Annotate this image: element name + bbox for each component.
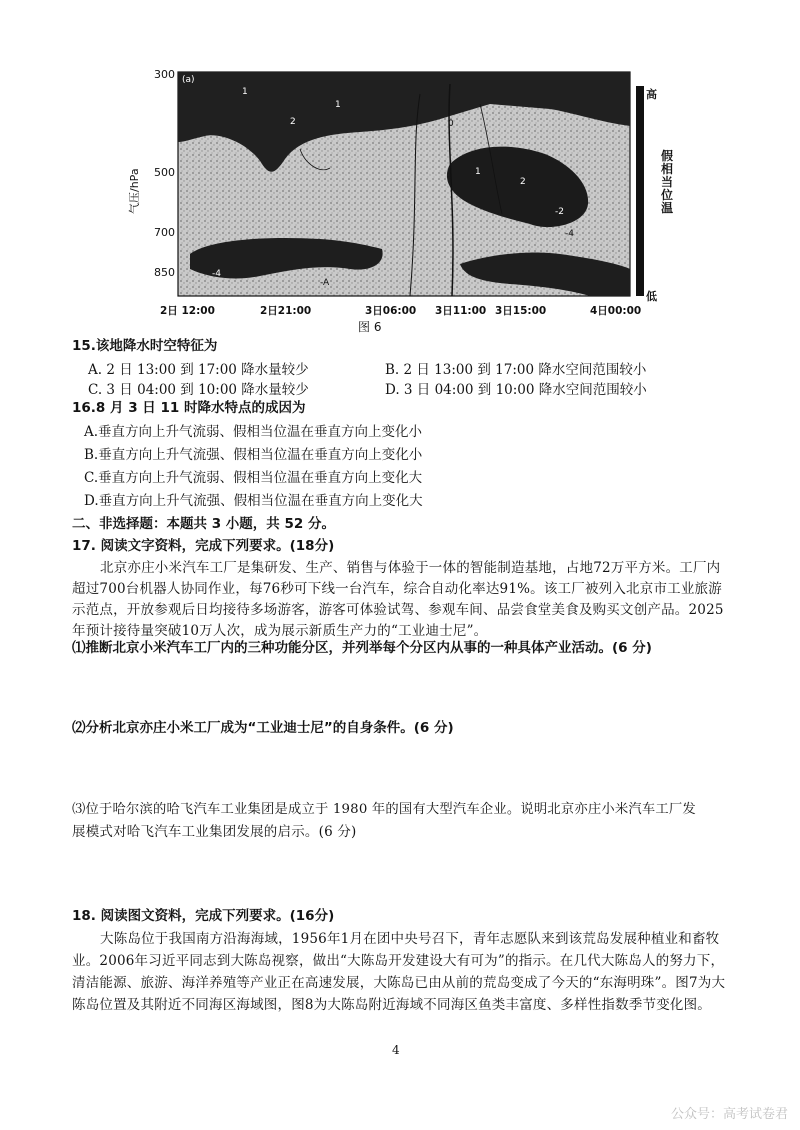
figure-6: [128, 64, 670, 334]
x-tick: 2日 12:00: [160, 305, 215, 317]
q17-sub3-line1: ⑶位于哈尔滨的哈飞汽车工业集团是成立于 1980 年的国有大型汽车企业。说明北京亦庄小米汽车工厂发: [72, 802, 696, 817]
x-tick: 3日06:00: [365, 305, 417, 317]
q16-option-c[interactable]: C.垂直方向上升气流弱、假相当位温在垂直方向上变化大: [84, 470, 423, 486]
watermark-text: 公众号：高考试卷君: [670, 1107, 788, 1122]
q16-stem: 16.8 月 3 日 11 时降水特点的成因为: [72, 400, 306, 416]
q17-sub2: ⑵分析北京亦庄小米工厂成为“工业迪士尼”的自身条件。(6 分): [72, 720, 454, 736]
page-number: 4: [392, 1043, 400, 1057]
colorbar: [636, 86, 644, 296]
x-tick: 3日11:00: [435, 305, 487, 317]
figure-caption: 图 6: [358, 320, 382, 334]
marker-label: -2: [555, 207, 564, 217]
q17-sub3-line2: 展模式对哈飞汽车工业集团发展的启示。(6 分): [72, 824, 357, 840]
q17-title: 17. 阅读文字资料，完成下列要求。(18分): [72, 538, 335, 554]
q16-option-d[interactable]: D.垂直方向上升气流强、假相当位温在垂直方向上变化大: [84, 493, 423, 509]
x-tick: 3日15:00: [495, 305, 547, 317]
marker-label: -A: [320, 278, 330, 288]
y-tick: 700: [154, 226, 175, 239]
marker-label: 2: [520, 177, 526, 187]
q16-option-b[interactable]: B.垂直方向上升气流强、假相当位温在垂直方向上变化小: [84, 447, 423, 463]
marker-label: 1: [475, 167, 481, 177]
x-tick: 2日21:00: [260, 305, 312, 317]
colorbar-high: 高: [646, 88, 657, 101]
marker-label: -4: [212, 269, 221, 279]
q16-option-a[interactable]: A.垂直方向上升气流弱、假相当位温在垂直方向上变化小: [84, 424, 423, 440]
y-tick: 300: [154, 68, 175, 81]
panel-tag: (a): [182, 75, 195, 85]
marker-label: 2: [290, 117, 296, 127]
q15-stem: 15.该地降水时空特征为: [72, 338, 218, 354]
y-axis-title: 气压/hPa: [128, 168, 141, 214]
marker-label: 1: [242, 87, 248, 97]
q15-option-d[interactable]: D. 3 日 04:00 到 10:00 降水空间范围较小: [385, 382, 647, 398]
y-tick: 500: [154, 166, 175, 179]
marker-label: -4: [565, 229, 574, 239]
q17-passage: 北京亦庄小米汽车工厂是集研发、生产、销售与体验于一体的智能制造基地，占地72万平方米。工厂内超过700台机器人协同作业，每76秒可下线一台汽车，综合自动化率达91%。该工厂被列入北京市工业旅游示范点，开放参观后日均接待多场游客，游客可体验试驾、参观车间、品尝食堂美食及购买文创产品。2025年预计接待量突破10万人次，成为展示新质生产力的“工业迪士尼”。: [72, 560, 724, 639]
q15-option-b[interactable]: B. 2 日 13:00 到 17:00 降水空间范围较小: [385, 362, 647, 378]
q18-title: 18. 阅读图文资料，完成下列要求。(16分): [72, 908, 335, 924]
q18-passage: 大陈岛位于我国南方沿海海域，1956年1月在团中央号召下，青年志愿队来到该荒岛发展种植业和畜牧业。2006年习近平同志到大陈岛视察，做出“大陈岛开发建设大有可为”的指示。在几代大陈岛人的努力下，清洁能源、旅游、海洋养殖等产业正在高速发展，大陈岛已由从前的荒岛变成了今天的“东海明珠”。图7为大陈岛位置及其附近不同海区海域图，图8为大陈岛附近海域不同海区鱼类丰富度、多样性指数季节变化图。: [72, 931, 726, 1013]
section-heading: 二、非选择题：本题共 3 小题，共 52 分。: [72, 516, 335, 532]
x-tick: 4日00:00: [590, 305, 642, 317]
cross-section-chart: [128, 64, 670, 334]
q15-option-c[interactable]: C. 3 日 04:00 到 10:00 降水量较少: [88, 382, 309, 398]
q15-option-a[interactable]: A. 2 日 13:00 到 17:00 降水量较少: [88, 362, 309, 378]
marker-label: 1: [335, 100, 341, 110]
marker-label: 0: [448, 119, 454, 129]
y-tick: 850: [154, 266, 175, 279]
colorbar-low: 低: [646, 290, 657, 303]
colorbar-label: 假相当位温: [660, 149, 673, 215]
q17-sub1: ⑴推断北京小米汽车工厂内的三种功能分区，并列举每个分区内从事的一种具体产业活动。(6 分): [72, 640, 652, 656]
